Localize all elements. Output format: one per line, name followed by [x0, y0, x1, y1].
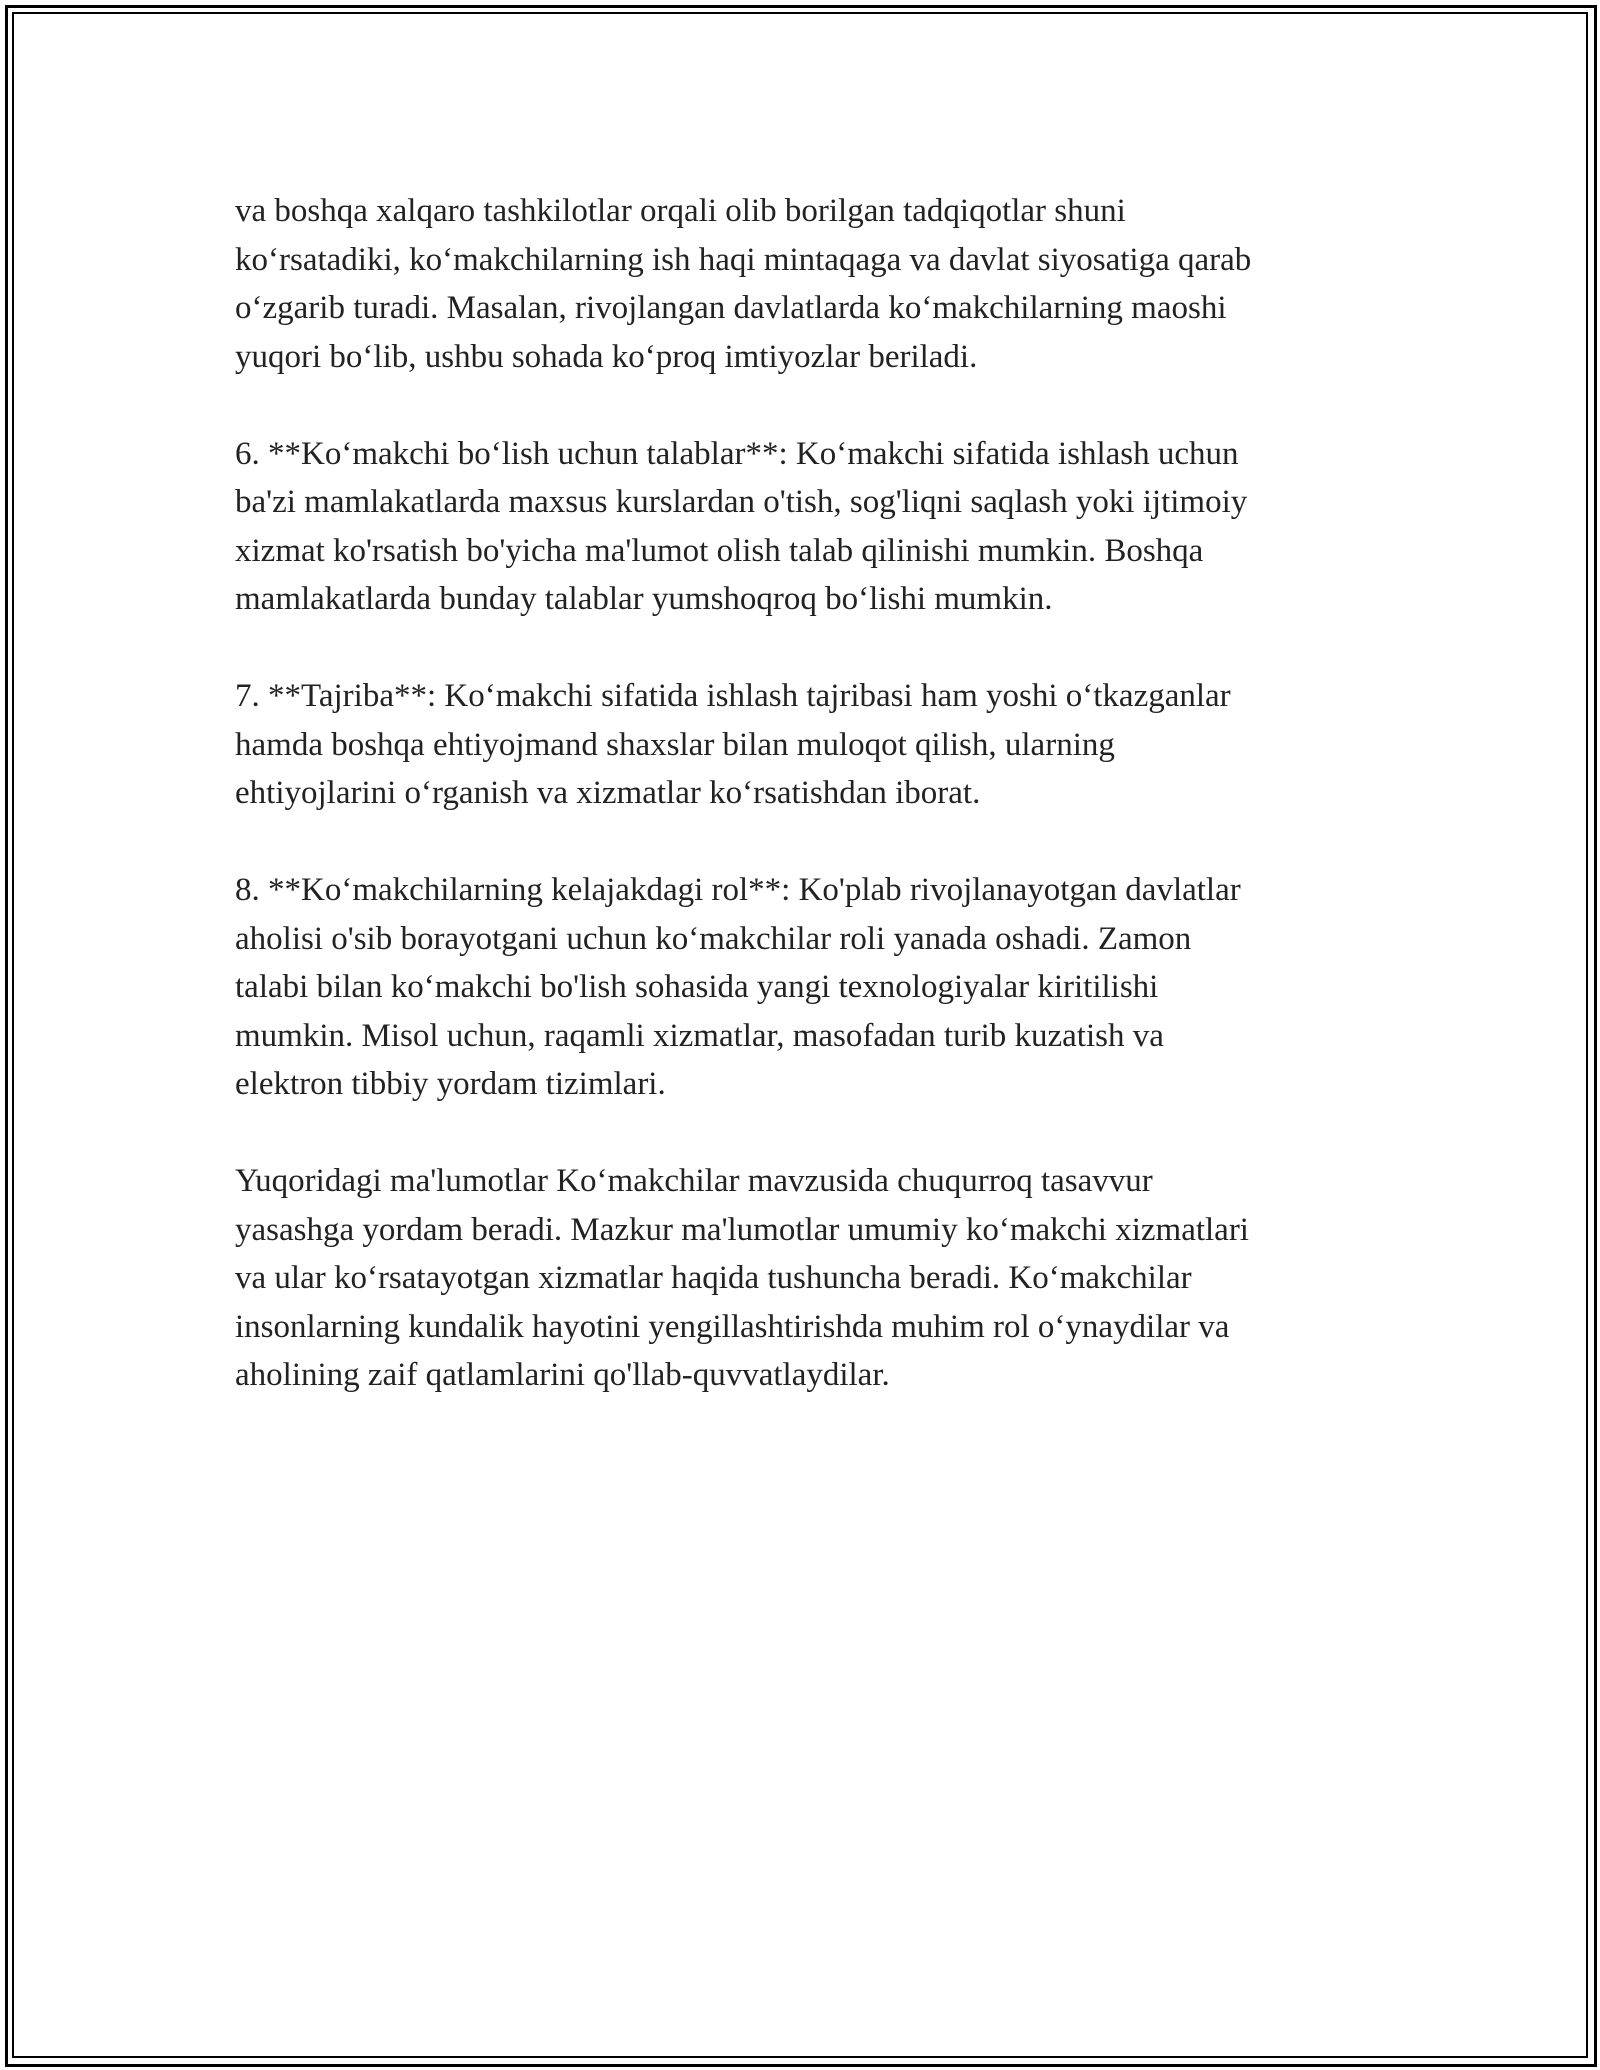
document-body [235, 187, 1385, 1448]
text-line: ehtiyojlarini o‘rganish va xizmatlar ko‘rsatishdan iborat. [235, 775, 981, 811]
text-line: va ular ko‘rsatayotgan xizmatlar haqida tushuncha beradi. Ko‘makchilar [235, 1260, 1192, 1296]
paragraph-conclusion [235, 1157, 1385, 1400]
text-line: ko‘rsatadiki, ko‘makchilarning ish haqi mintaqaga va davlat siyosatiga qarab [235, 241, 1252, 278]
paragraph-experience [235, 672, 1385, 818]
text-line: 7. **Tajriba**: Ko‘makchi sifatida ishlash tajribasi ham yoshi o‘tkazganlar [235, 678, 1231, 714]
text-line: 8. **Ko‘makchilarning kelajakdagi rol**: Ko'plab rivojlanayotgan davlatlar [235, 872, 1241, 908]
text-line: mumkin. Misol uchun, raqamli xizmatlar, masofadan turib kuzatish va [235, 1017, 1164, 1054]
text-line: xizmat ko'rsatish bo'yicha ma'lumot olish talab qilinishi mumkin. Boshqa [235, 532, 1204, 569]
paragraph-future-role [235, 866, 1385, 1109]
paragraph-salary [235, 187, 1385, 381]
text-line: elektron tibbiy yordam tizimlari. [235, 1066, 666, 1102]
text-line: insonlarning kundalik hayotini yengillashtirishda muhim rol o‘ynaydilar va [235, 1308, 1230, 1345]
text-line: hamda boshqa ehtiyojmand shaxslar bilan muloqot qilish, ularning [235, 726, 1115, 763]
text-line: yasashga yordam beradi. Mazkur ma'lumotlar umumiy ko‘makchi xizmatlari [235, 1211, 1249, 1248]
text-line: yuqori bo‘lib, ushbu sohada ko‘proq imtiyozlar beriladi. [235, 338, 978, 375]
paragraph-requirements [235, 430, 1385, 624]
text-line: ba'zi mamlakatlarda maxsus kurslardan o'tish, sog'liqni saqlash yoki ijtimoiy [235, 484, 1248, 520]
text-line: va boshqa xalqaro tashkilotlar orqali olib borilgan tadqiqotlar shuni [235, 193, 1126, 229]
text-line: mamlakatlarda bunday talablar yumshoqroq bo‘lishi mumkin. [235, 581, 1053, 617]
text-line: 6. **Ko‘makchi bo‘lish uchun talablar**: Ko‘makchi sifatida ishlash uchun [235, 435, 1239, 472]
text-line: aholining zaif qatlamlarini qo'llab-quvvatlaydilar. [235, 1357, 890, 1393]
text-line: Yuqoridagi ma'lumotlar Ko‘makchilar mavzusida chuqurroq tasavvur [235, 1163, 1153, 1199]
text-line: aholisi o'sib borayotgani uchun ko‘makchilar roli yanada oshadi. Zamon [235, 920, 1192, 957]
text-line: o‘zgarib turadi. Masalan, rivojlangan davlatlarda ko‘makchilarning maoshi [235, 290, 1227, 326]
text-line: talabi bilan ko‘makchi bo'lish sohasida yangi texnologiyalar kiritilishi [235, 969, 1159, 1005]
